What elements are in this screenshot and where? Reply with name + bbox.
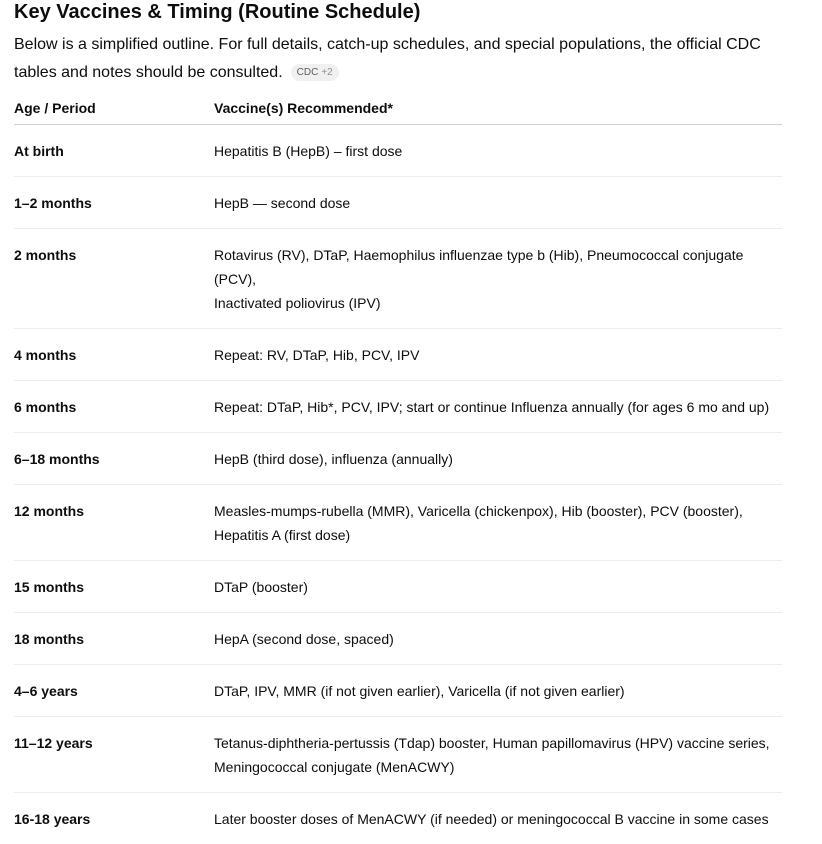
age-period-cell: 16-18 years [14, 793, 214, 844]
vaccines-line: Meningococcal conjugate (MenACWY) [214, 755, 782, 779]
header-vaccines: Vaccine(s) Recommended* [214, 91, 782, 125]
age-period-cell: 12 months [14, 485, 214, 561]
vaccine-schedule-table [14, 91, 782, 844]
vaccines-line: HepA (second dose, spaced) [214, 627, 782, 651]
vaccines-line: Repeat: DTaP, Hib*, PCV, IPV; start or continue Influenza annually (for ages 6 mo and up) [214, 395, 782, 419]
table-row [14, 329, 782, 381]
table-row [14, 125, 782, 177]
age-period-cell: 6 months [14, 381, 214, 433]
table-row [14, 433, 782, 485]
vaccines-line: Measles-mumps-rubella (MMR), Varicella (chickenpox), Hib (booster), PCV (booster), [214, 499, 782, 523]
vaccines-line: Inactivated poliovirus (IPV) [214, 291, 782, 315]
vaccines-line: HepB (third dose), influenza (annually) [214, 447, 782, 471]
vaccines-cell [214, 793, 782, 844]
vaccines-line: Tetanus-diphtheria-pertussis (Tdap) booster, Human papillomavirus (HPV) vaccine series, [214, 731, 782, 755]
section-heading: Key Vaccines & Timing (Routine Schedule) [14, 0, 782, 24]
age-period-cell: 15 months [14, 561, 214, 613]
table-header-row [14, 91, 782, 125]
table-row [14, 561, 782, 613]
table-row [14, 613, 782, 665]
header-age-period: Age / Period [14, 91, 214, 125]
vaccines-line: DTaP (booster) [214, 575, 782, 599]
vaccines-line: DTaP, IPV, MMR (if not given earlier), Varicella (if not given earlier) [214, 679, 782, 703]
age-period-cell: At birth [14, 125, 214, 177]
vaccines-cell [214, 561, 782, 613]
table-row [14, 793, 782, 844]
vaccines-line: Rotavirus (RV), DTaP, Haemophilus influenzae type b (Hib), Pneumococcal conjugate (PCV), [214, 243, 782, 291]
table-row [14, 717, 782, 793]
age-period-cell: 2 months [14, 229, 214, 329]
citation-pill[interactable] [291, 64, 339, 81]
table-row [14, 229, 782, 329]
age-period-cell: 1–2 months [14, 177, 214, 229]
vaccines-cell [214, 433, 782, 485]
table-body [14, 125, 782, 844]
vaccines-cell [214, 665, 782, 717]
age-period-cell: 6–18 months [14, 433, 214, 485]
age-period-cell: 4–6 years [14, 665, 214, 717]
intro-paragraph [14, 31, 782, 87]
vaccines-line: Repeat: RV, DTaP, Hib, PCV, IPV [214, 343, 782, 367]
vaccines-cell [214, 229, 782, 329]
age-period-cell: 4 months [14, 329, 214, 381]
table-row [14, 665, 782, 717]
vaccines-cell [214, 717, 782, 793]
vaccines-line: HepB — second dose [214, 191, 782, 215]
table-row [14, 485, 782, 561]
vaccines-line: Later booster doses of MenACWY (if needed) or meningococcal B vaccine in some cases [214, 807, 782, 831]
intro-line-2 [14, 59, 782, 87]
vaccines-cell [214, 177, 782, 229]
vaccines-cell [214, 613, 782, 665]
age-period-cell: 11–12 years [14, 717, 214, 793]
intro-line-2-text: tables and notes should be consulted. [14, 64, 283, 81]
vaccines-cell [214, 381, 782, 433]
table-header [14, 91, 782, 125]
table-row [14, 381, 782, 433]
vaccines-cell [214, 485, 782, 561]
age-period-cell: 18 months [14, 613, 214, 665]
vaccines-line: Hepatitis B (HepB) – first dose [214, 139, 782, 163]
vaccines-cell [214, 125, 782, 177]
intro-line-1: Below is a simplified outline. For full details, catch-up schedules, and special populations, the official CDC [14, 31, 782, 59]
citation-label: CDC [297, 67, 319, 78]
table-row [14, 177, 782, 229]
vaccines-cell [214, 329, 782, 381]
vaccines-line: Hepatitis A (first dose) [214, 523, 782, 547]
citation-extra-count: +2 [321, 67, 332, 78]
